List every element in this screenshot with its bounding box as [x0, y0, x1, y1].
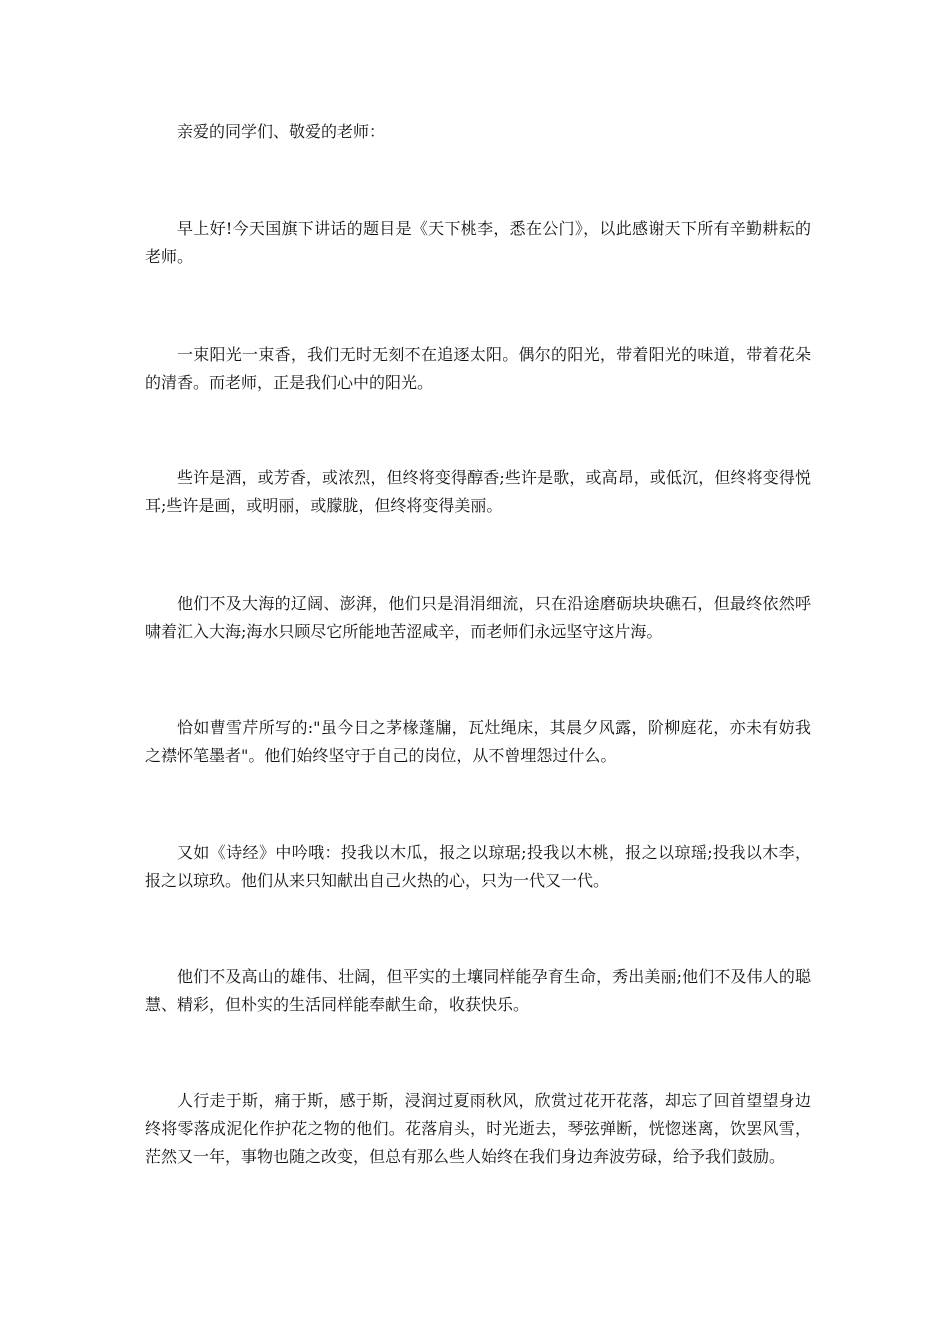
greeting-paragraph: 亲爱的同学们、敬爱的老师： — [177, 122, 386, 141]
body-paragraph-2: 一束阳光一束香，我们无时无刻不在追逐太阳。偶尔的阳光，带着阳光的味道，带着花朵的清香。而老师，正是我们心中的阳光。 — [145, 345, 811, 392]
body-paragraph-4: 他们不及大海的辽阔、澎湃，他们只是涓涓细流，只在沿途磨砺块块礁石，但最终依然呼啸着汇入大海;海水只顾尽它所能地苦涩咸辛，而老师们永远坚守这片海。 — [145, 594, 811, 641]
body-paragraph-1: 早上好!今天国旗下讲话的题目是《天下桃李，悉在公门》，以此感谢天下所有辛勤耕耘的老师。 — [145, 219, 811, 266]
body-paragraph-6: 又如《诗经》中吟哦：投我以木瓜，报之以琼琚;投我以木桃，报之以琼瑶;投我以木李，报之以琼玖。他们从来只知献出自己火热的心，只为一代又一代。 — [145, 843, 811, 890]
body-paragraph-5: 恰如曹雪芹所写的:"虽今日之茅椽蓬牖，瓦灶绳床，其晨夕风露，阶柳庭花，亦未有妨我之襟怀笔墨者"。他们始终坚守于自己的岗位，从不曾埋怨过什么。 — [145, 718, 811, 765]
body-paragraph-7: 他们不及高山的雄伟、壮阔，但平实的土壤同样能孕育生命，秀出美丽;他们不及伟人的聪慧、精彩，但朴实的生活同样能奉献生命，收获快乐。 — [145, 967, 811, 1014]
body-paragraph-8: 人行走于斯，痛于斯，感于斯，浸润过夏雨秋风，欣赏过花开花落，却忘了回首望望身边终将零落成泥化作护花之物的他们。花落肩头，时光逝去，琴弦弹断，恍惚迷离，饮罢风雪，茫然又一年，事物也随之改变，但总有那么些人始终在我们身边奔波劳碌，给予我们鼓励。 — [145, 1091, 811, 1166]
body-paragraph-3: 些许是酒，或芳香，或浓烈，但终将变得醇香;些许是歌，或高昂，或低沉，但终将变得悦耳;些许是画，或明丽，或朦胧，但终将变得美丽。 — [145, 468, 811, 515]
